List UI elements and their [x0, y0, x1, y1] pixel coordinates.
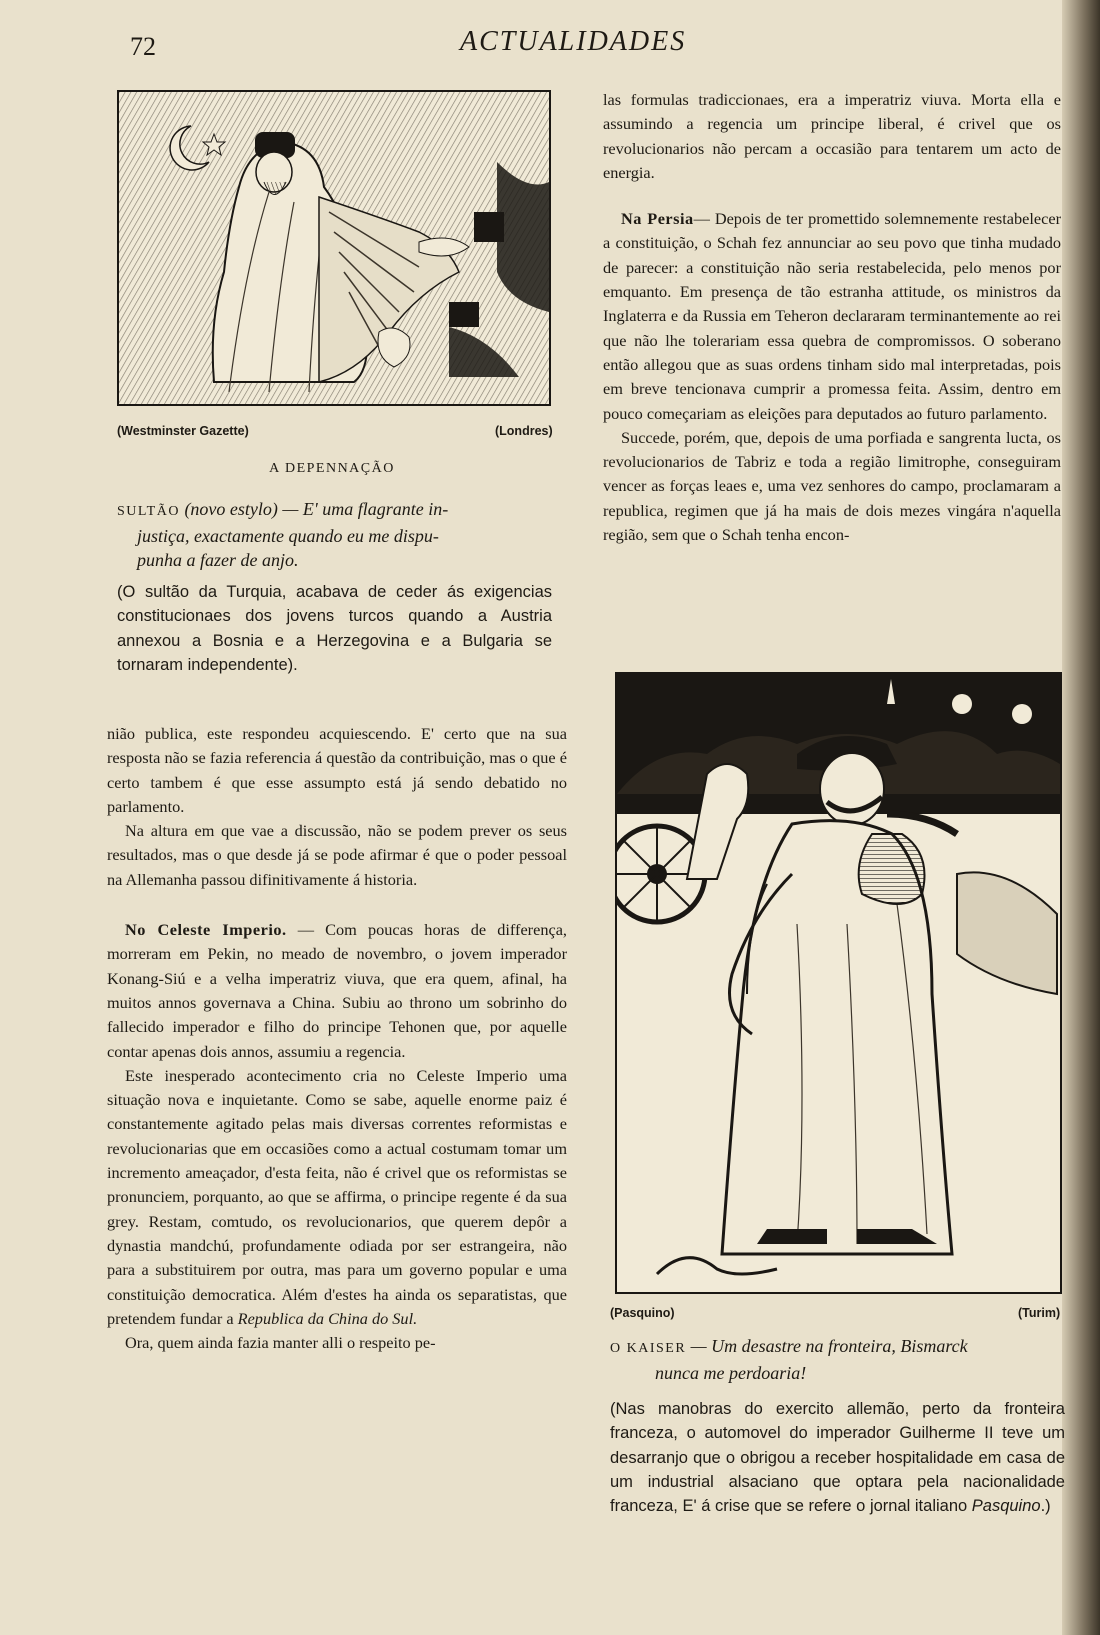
section-heading-celeste-imperio: No Celeste Imperio.: [125, 920, 287, 940]
cartoon1-credit-city: (Londres): [495, 424, 553, 438]
cartoon-kaiser-illustration: [615, 672, 1062, 1294]
cartoon1-dialogue-line1: SULTÃO (novo estylo) — E' uma flagrante in-: [117, 499, 449, 519]
cartoon2-credit-source: (Pasquino): [610, 1306, 675, 1320]
cartoon1-speaker: SULTÃO: [117, 504, 180, 519]
cartoon1-title: A DEPENNAÇÃO: [269, 461, 395, 476]
right-paragraph-3: Succede, porém, que, depois de uma porfiada e sangrenta lucta, os revolucionarios de Tabriz e toda a região limitrophe, conseguiram vencer as forças leaes e, uma vez senhores do campo, proclamaram a republica, regimen que já ha mais de dois mezes vingára n'aquella região, sem que o Schah tenha encon-: [603, 427, 1061, 545]
page-number: 72: [130, 32, 156, 61]
left-paragraph-china: No Celeste Imperio. — Com poucas horas de differença, morreram em Pekin, no meado de novembro, o jovem imperador Konang-Siú e a velha imperatriz viuva, que era quem, afinal, ha muitos annos governava a China. Subiu ao throno um sobrinho do fallecido imperador e filho do principe Tehonen que, por aquelle contar apenas dois annos, assumiu a regencia.: [107, 920, 567, 1061]
cartoon1-dialogue: [117, 497, 557, 572]
cartoon1-explanatory-note: (O sultão da Turquia, acabava de ceder ás exigencias constitucionaes dos jovens turcos quando a Austria annexou a Bosnia e a Herzegovina e a Bulgaria se tornaram independente).: [117, 583, 552, 674]
cartoon2-dialogue: [610, 1334, 1065, 1385]
cartoon2-speaker: O KAISER: [610, 1341, 687, 1356]
left-paragraph-5: Ora, quem ainda fazia manter alli o respeito pe-: [125, 1333, 436, 1353]
cartoon1-dialogue-line3: punha a fazer de anjo.: [137, 550, 299, 570]
cartoon2-dialogue-line1: O KAISER — Um desastre na fronteira, Bismarck: [610, 1336, 968, 1356]
cartoon2-credit-city: (Turim): [1018, 1306, 1061, 1320]
sultan-drawing: [119, 92, 549, 404]
left-paragraph-4: Este inesperado acontecimento cria no Celeste Imperio uma situação nova e inquietante. Como se sabe, aquelle enorme paiz é constantemente agitado pelas mais diversas correntes reformistas e revolucionarias que em occasiões como a actual costumam tomar um incremento ameaçador, d'esta feita, não é crivel que os reformistas se pronunciem, porquanto, ao que se affirma, o principe regente é da sua grey. Restam, comtudo, os revolucionarios, que querem depôr a dynastia mandchú, profundamente odiada por ser estrangeira, não para a substituirem por outra, mas para um governo popular e uma constituição democratica. Além d'estes ha ainda os separatistas, que pretendem fundar a Republica da China do Sul.: [107, 1065, 567, 1328]
section-heading-persia: Na Persia: [621, 209, 694, 229]
left-paragraph-2: Na altura em que vae a discussão, não se podem prever os seus resultados, mas o que desde já se pode afirmar é que o poder pessoal na Allemanha passou difinitivamente á historia.: [107, 821, 567, 889]
kaiser-drawing: [617, 674, 1060, 1292]
left-paragraph-1: nião publica, este respondeu acquiescendo. E' certo que na sua resposta não se fazia referencia á questão da contribuição, mas o que é certo tambem é que esse assumpto está já sendo debatido no parlamento.: [107, 724, 567, 816]
right-paragraph-persia: Na Persia— Depois de ter promettido solemnemente restabelecer a constituição, o Schah fez annunciar ao seu povo que tinha mudado de parecer: a constituição não seria restabelecida, pelo menos por emquanto. Em presença de tão estranha attitude, os ministros da Inglaterra e da Russia em Teheron declararam terminantemente ao rei que não lhe tolerariam essa quebra de compromissos. O soberano então allegou que as suas ordens tinham sido mal interpretadas, pois em breve tencionava cumprir a promessa feita. Assim, dentro em pouco começariam as eleições para deputados ao futuro parlamento.: [603, 209, 1062, 423]
cartoon1-dialogue-line2: justiça, exactamente quando eu me dispu-: [137, 526, 439, 546]
cartoon1-credit-source: (Westminster Gazette): [117, 424, 249, 438]
running-head: ACTUALIDADES: [460, 26, 687, 57]
cartoon2-explanatory-note: (Nas manobras do exercito allemão, perto da fronteira franceza, o automovel do imperador Guilherme II teve um desarranjo que o obrigou a receber hospitalidade em casa de um industrial alsaciano que optara pela nacionalidade franceza, E' á crise que se refere o jornal italiano Pasquino.): [610, 1400, 1065, 1516]
page-binding-edge: [1062, 0, 1100, 1635]
cartoon-sultan-illustration: [117, 90, 551, 406]
right-column: [603, 88, 1061, 547]
right-paragraph-1: las formulas tradiccionaes, era a imperatriz viuva. Morta ella e assumindo a regencia um principe liberal, é crivel que os revolucionarios não percam a occasião para tentarem um acto de energia.: [603, 90, 1061, 182]
cartoon2-dialogue-line2: nunca me perdoaria!: [655, 1363, 807, 1383]
left-column: [107, 722, 567, 1355]
